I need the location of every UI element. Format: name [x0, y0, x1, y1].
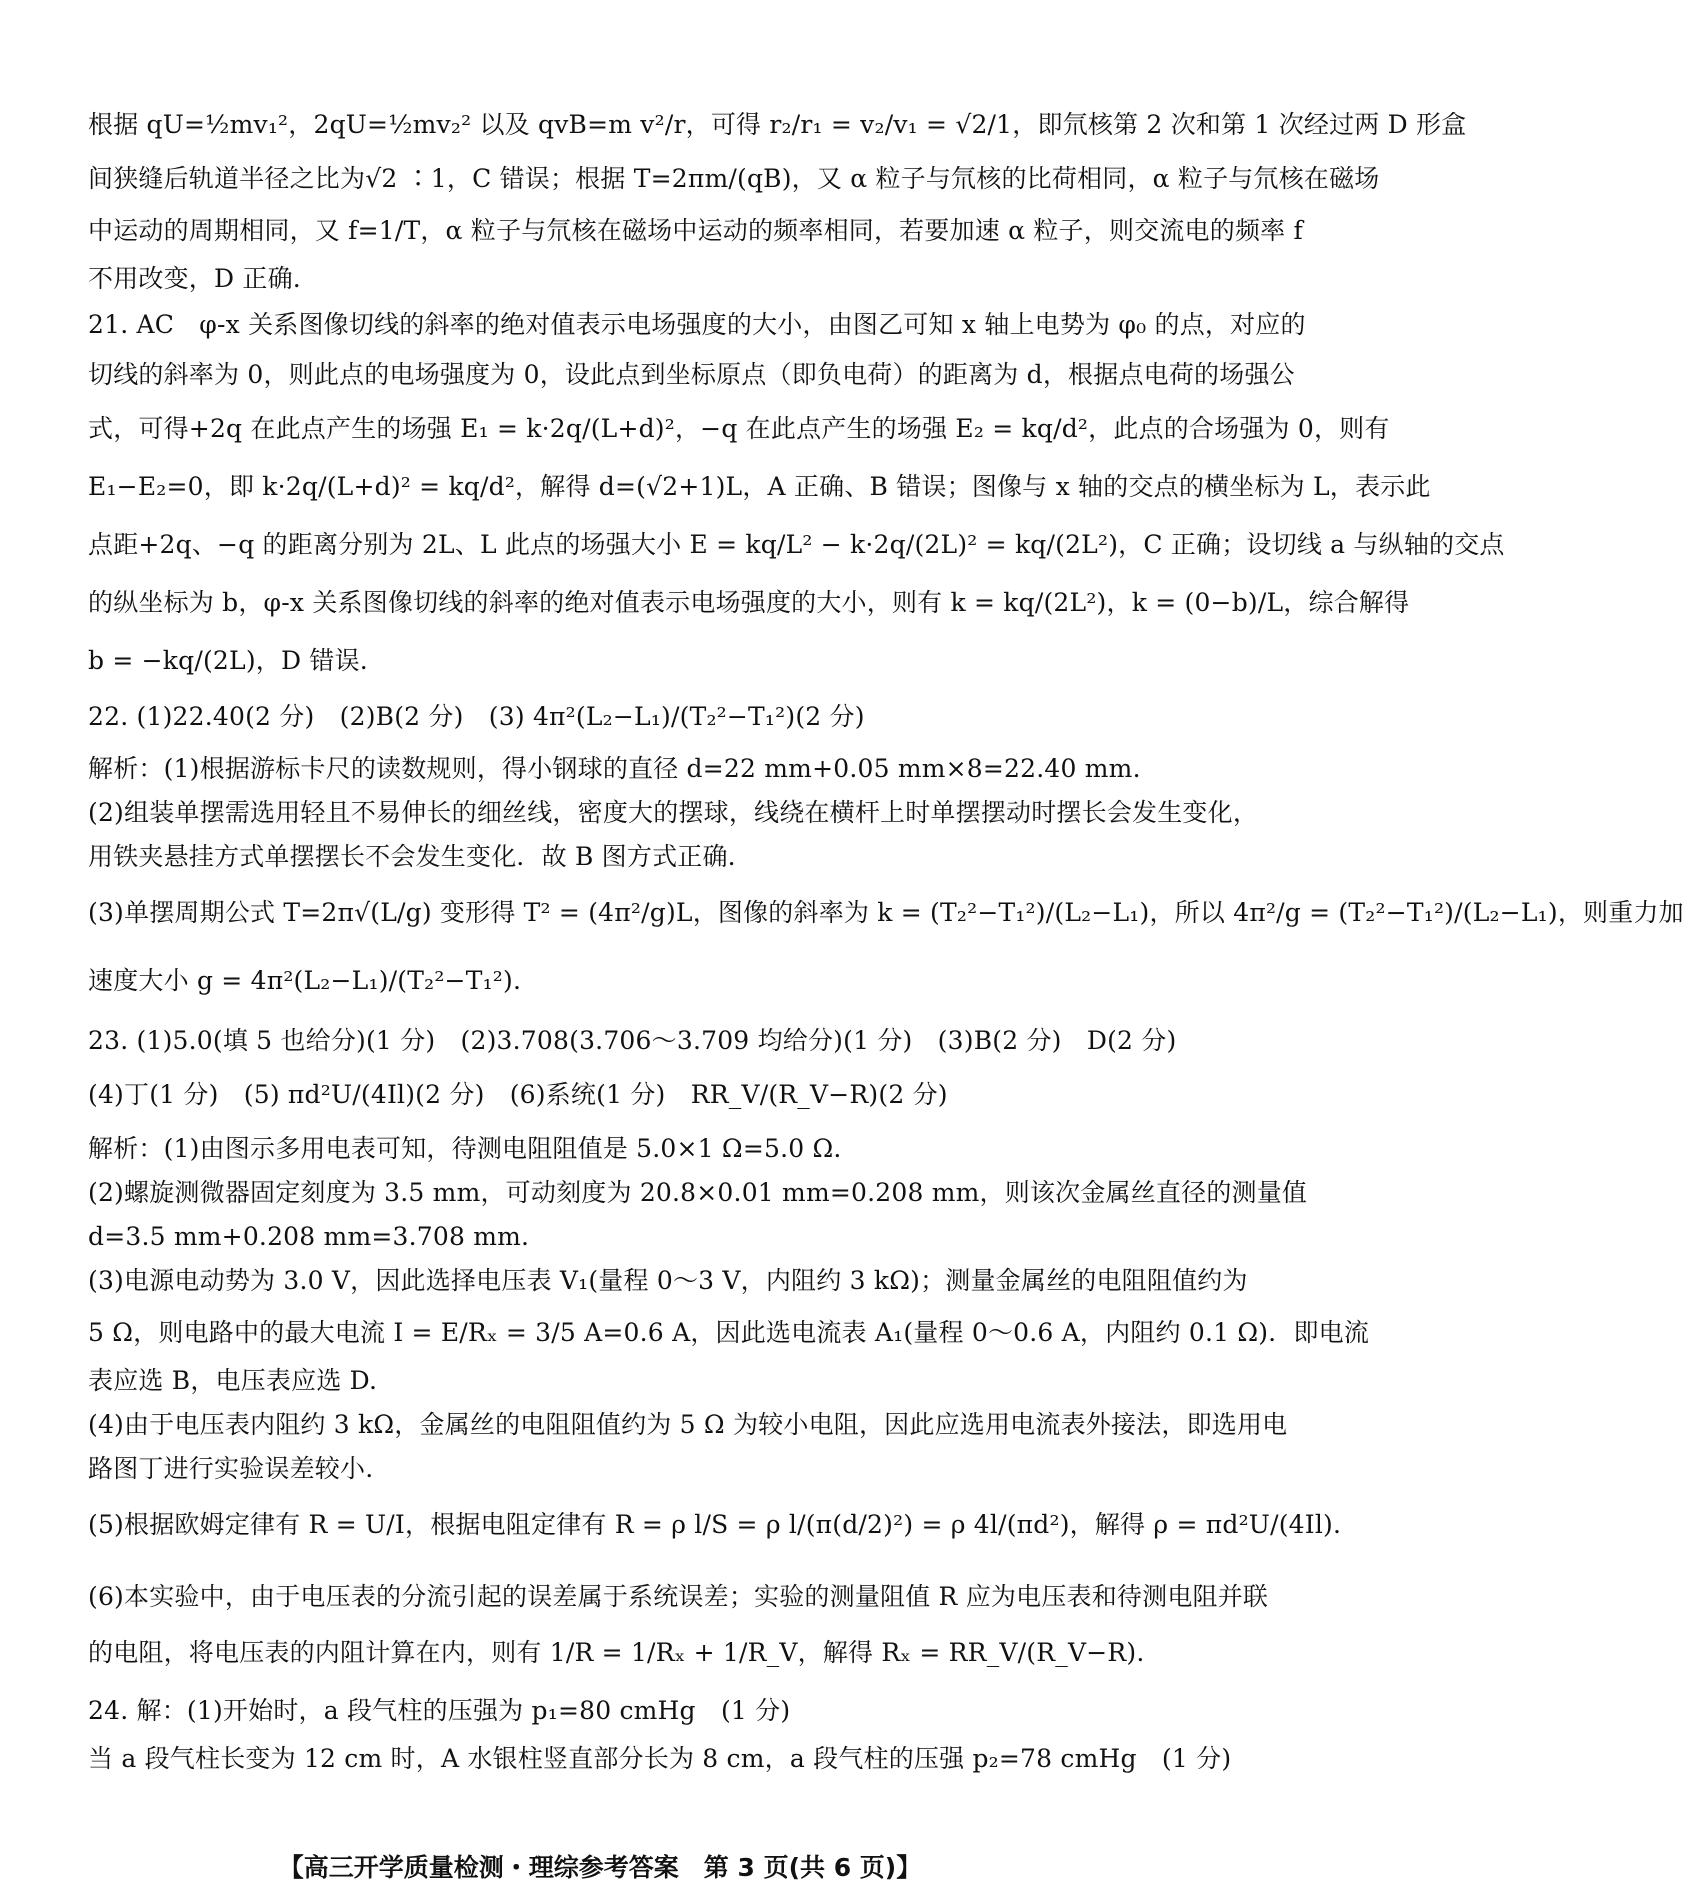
text-line: 表应选 B，电压表应选 D. [88, 1366, 378, 1395]
text-line: 的纵坐标为 b，φ-x 关系图像切线的斜率的绝对值表示电场强度的大小，则有 k = kq/(2L²)，k = (0−b)/L，综合解得 [88, 588, 1410, 617]
question-21-line: 21. AC φ-x 关系图像切线的斜率的绝对值表示电场强度的大小，由图乙可知 x 轴上电势为 φ₀ 的点，对应的 [88, 310, 1306, 339]
text-line: (5)根据欧姆定律有 R = U/I，根据电阻定律有 R = ρ l/S = ρ l/(π(d/2)²) = ρ 4l/(πd²)，解得 ρ = πd²U/(4Il). [88, 1510, 1342, 1539]
text-line: 解析：(1)根据游标卡尺的读数规则，得小钢球的直径 d=22 mm+0.05 mm×8=22.40 mm. [88, 754, 1141, 783]
question-23-line: 23. (1)5.0(填 5 也给分)(1 分) (2)3.708(3.706～3.709 均给分)(1 分) (3)B(2 分) D(2 分) [88, 1026, 1177, 1055]
text-line: d=3.5 mm+0.208 mm=3.708 mm. [88, 1222, 530, 1251]
text-line: b = −kq/(2L)，D 错误. [88, 646, 368, 675]
text-line: (2)螺旋测微器固定刻度为 3.5 mm，可动刻度为 20.8×0.01 mm=0.208 mm，则该次金属丝直径的测量值 [88, 1178, 1308, 1207]
text-line: 切线的斜率为 0，则此点的电场强度为 0，设此点到坐标原点（即负电荷）的距离为 d，根据点电荷的场强公 [88, 360, 1295, 389]
text-line: 速度大小 g = 4π²(L₂−L₁)/(T₂²−T₁²). [88, 966, 522, 995]
text-line: (4)丁(1 分) (5) πd²U/(4Il)(2 分) (6)系统(1 分) RR_V/(R_V−R)(2 分) [88, 1080, 948, 1109]
text-line: (2)组装单摆需选用轻且不易伸长的细丝线，密度大的摆球，线绕在横杆上时单摆摆动时摆长会发生变化， [88, 798, 1259, 827]
text-line: (4)由于电压表内阻约 3 kΩ，金属丝的电阻阻值约为 5 Ω 为较小电阻，因此应选用电流表外接法，即选用电 [88, 1410, 1288, 1439]
text-line: 路图丁进行实验误差较小. [88, 1454, 374, 1483]
text-line: 间狭缝后轨道半径之比为√2 ∶1，C 错误；根据 T=2πm/(qB)，又 α 粒子与氘核的比荷相同，α 粒子与氘核在磁场 [88, 164, 1380, 193]
page-footer: 【高三开学质量检测・理综参考答案 第 3 页(共 6 页)】 [278, 1853, 922, 1882]
text-line: 的电阻，将电压表的内阻计算在内，则有 1/R = 1/Rₓ + 1/R_V，解得 Rₓ = RR_V/(R_V−R). [88, 1638, 1145, 1667]
text-line: 根据 qU=½mv₁²，2qU=½mv₂² 以及 qvB=m v²/r，可得 r₂/r₁ = v₂/v₁ = √2/1，即氘核第 2 次和第 1 次经过两 D 形盒 [88, 110, 1467, 139]
question-24-line: 24. 解：(1)开始时，a 段气柱的压强为 p₁=80 cmHg (1 分) [88, 1696, 791, 1725]
text-line: 点距+2q、−q 的距离分别为 2L、L 此点的场强大小 E = kq/L² − k·2q/(2L)² = kq/(2L²)，C 正确；设切线 a 与纵轴的交点 [88, 530, 1505, 559]
text-line: 5 Ω，则电路中的最大电流 I = E/Rₓ = 3/5 A=0.6 A，因此选电流表 A₁(量程 0～0.6 A，内阻约 0.1 Ω)．即电流 [88, 1318, 1370, 1347]
text-line: (3)单摆周期公式 T=2π√(L/g) 变形得 T² = (4π²/g)L，图像的斜率为 k = (T₂²−T₁²)/(L₂−L₁)，所以 4π²/g = (T₂²−T₁²)/(L₂−L₁)，则重力加 [88, 898, 1684, 927]
text-line: 不用改变，D 正确. [88, 264, 301, 293]
text-line: 解析：(1)由图示多用电表可知，待测电阻阻值是 5.0×1 Ω=5.0 Ω. [88, 1134, 842, 1163]
text-line: (6)本实验中，由于电压表的分流引起的误差属于系统误差；实验的测量阻值 R 应为电压表和待测电阻并联 [88, 1582, 1269, 1611]
text-line: 式，可得+2q 在此点产生的场强 E₁ = k·2q/(L+d)²，−q 在此点产生的场强 E₂ = kq/d²，此点的合场强为 0，则有 [88, 414, 1390, 443]
text-line: 中运动的周期相同，又 f=1/T，α 粒子与氘核在磁场中运动的频率相同，若要加速 α 粒子，则交流电的频率 f [88, 216, 1303, 245]
text-line: 用铁夹悬挂方式单摆摆长不会发生变化．故 B 图方式正确. [88, 842, 736, 871]
text-line: 当 a 段气柱长变为 12 cm 时，A 水银柱竖直部分长为 8 cm，a 段气柱的压强 p₂=78 cmHg (1 分) [88, 1744, 1232, 1773]
text-line: (3)电源电动势为 3.0 V，因此选择电压表 V₁(量程 0～3 V，内阻约 3 kΩ)；测量金属丝的电阻阻值约为 [88, 1266, 1248, 1295]
question-22-line: 22. (1)22.40(2 分) (2)B(2 分) (3) 4π²(L₂−L₁)/(T₂²−T₁²)(2 分) [88, 702, 865, 731]
text-line: E₁−E₂=0，即 k·2q/(L+d)² = kq/d²，解得 d=(√2+1)L，A 正确、B 错误；图像与 x 轴的交点的横坐标为 L，表示此 [88, 472, 1431, 501]
